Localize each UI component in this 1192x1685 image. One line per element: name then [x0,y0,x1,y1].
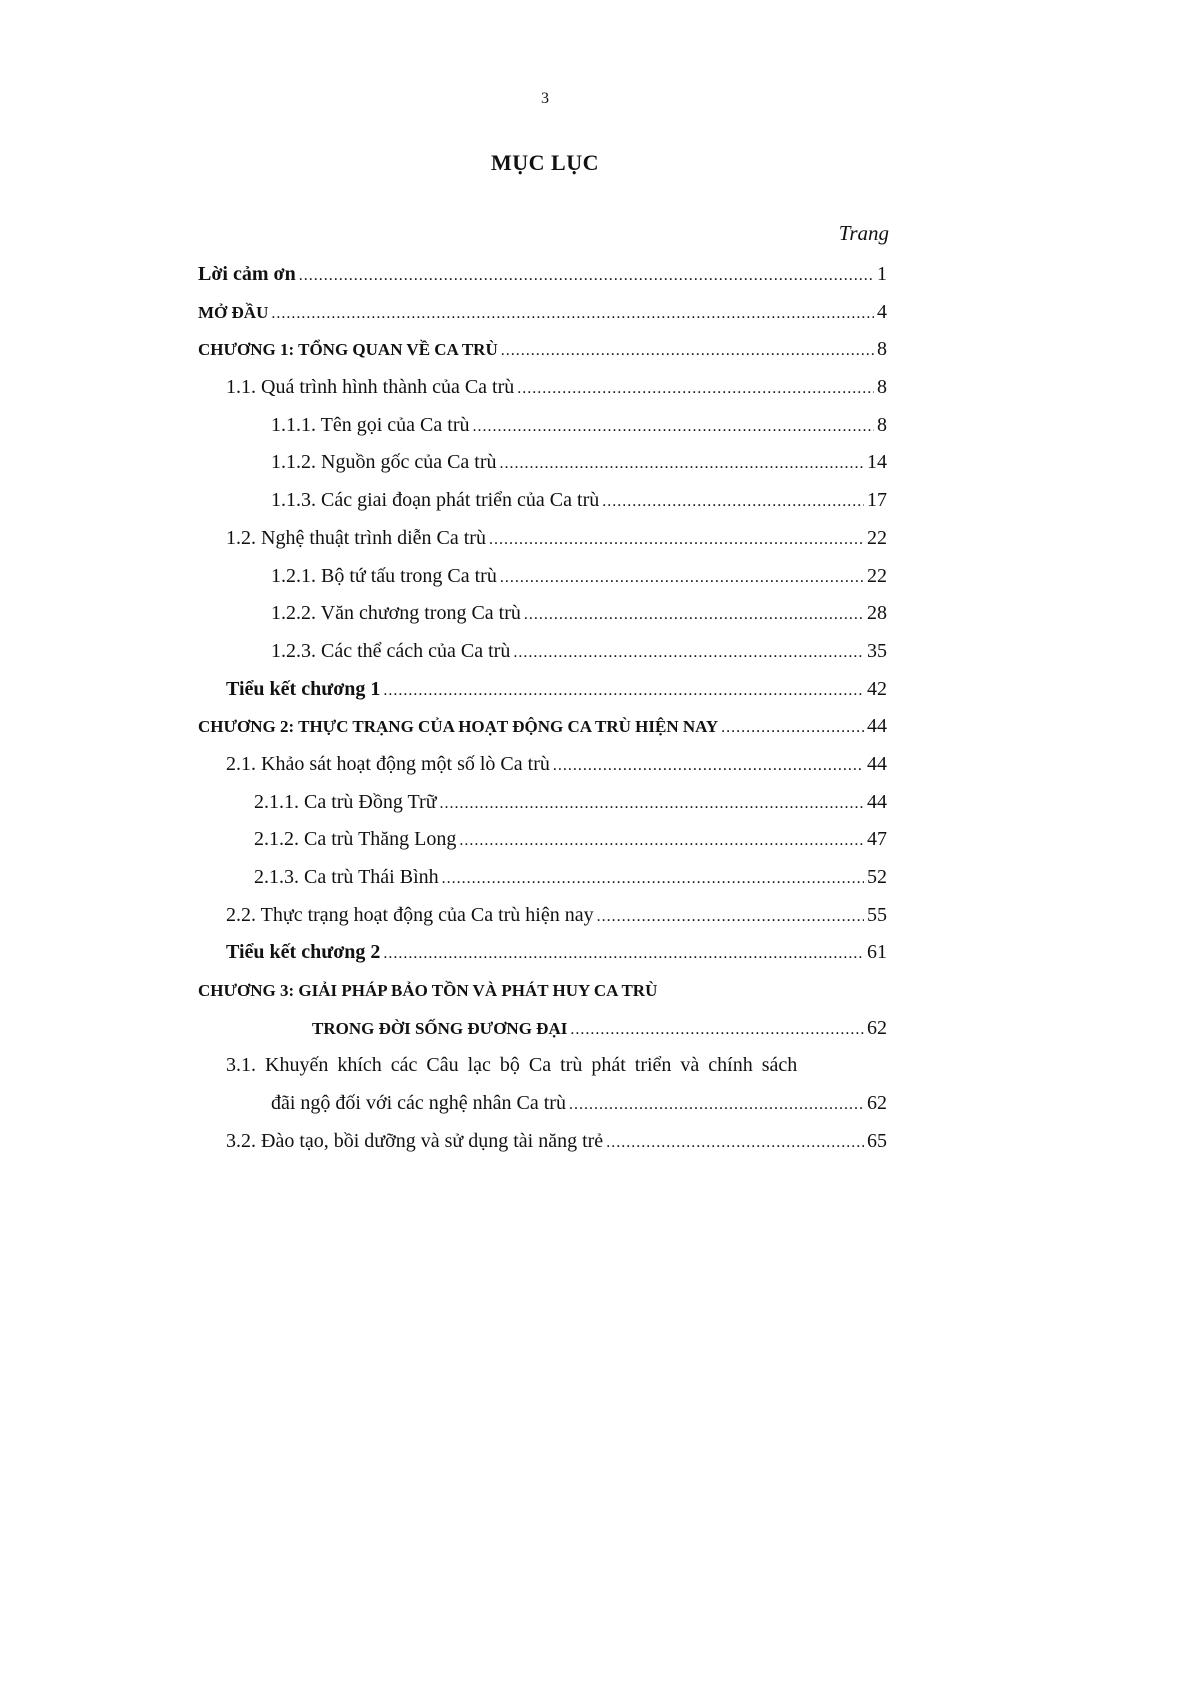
toc-page-number: 1 [877,263,887,285]
dot-leader [597,898,864,936]
page-column-label: Trang [838,221,889,245]
toc-entry-section-1-2-3[interactable]: 1.2.3. Các thể cách của Ca trù ..... 35 [198,633,887,671]
dot-leader [299,257,874,295]
toc-page-number: 61 [867,941,887,964]
dot-leader [383,672,864,710]
dot-leader [442,860,864,898]
toc-entry-chapter-2-summary[interactable]: Tiểu kết chương 2 ..... 61 [198,934,887,972]
dot-leader [513,634,864,672]
toc-entry-section-1-1[interactable]: 1.1. Quá trình hình thành của Ca trù ..... 8 [198,369,887,407]
toc-page-number: 8 [877,338,887,361]
dot-leader [721,709,864,747]
toc-entry-section-3-2[interactable]: 3.2. Đào tạo, bồi dưỡng và sử dụng tài năng trẻ ..... 65 [198,1123,887,1161]
toc-page-number: 35 [867,639,887,662]
toc-page-number: 8 [877,376,887,399]
toc-entry-chapter-2[interactable]: CHƯƠNG 2: THỰC TRẠNG CỦA HOẠT ĐỘNG CA TRÙ HIỆN NAY ..... 44 [198,708,887,746]
toc-entry-chapter-1[interactable]: CHƯƠNG 1: TỔNG QUAN VỀ CA TRÙ ..... 8 [198,331,887,369]
toc-page-number: 17 [867,489,887,512]
toc-entry-section-2-1-2[interactable]: 2.1.2. Ca trù Thăng Long ..... 47 [198,821,887,859]
dot-leader [271,295,874,333]
dot-leader [500,445,864,483]
toc-entry-section-2-2[interactable]: 2.2. Thực trạng hoạt động của Ca trù hiện nay ..... 55 [198,897,887,935]
dot-leader [524,596,864,634]
toc-page-number: 42 [867,677,887,700]
toc-page-number: 52 [867,866,887,888]
dot-leader [553,747,864,785]
toc-page-number: 8 [877,413,887,436]
dot-leader [489,521,864,559]
toc-page-number: 4 [877,300,887,323]
toc-entry-section-2-1-1[interactable]: 2.1.1. Ca trù Đồng Trữ ..... 44 [198,784,887,822]
page-number: 3 [541,90,549,107]
toc-entry-section-3-1-continued[interactable]: đãi ngộ đối với các nghệ nhân Ca trù ..... 62 [198,1085,887,1123]
dot-leader [606,1124,864,1162]
dot-leader [459,822,864,860]
toc-page-number: 62 [867,1092,887,1115]
dot-leader [383,935,864,973]
toc-entry-chapter-3[interactable]: CHƯƠNG 3: GIẢI PHÁP BẢO TỒN VÀ PHÁT HUY CA TRÙ [198,981,658,1001]
toc-entry-acknowledgements[interactable]: Lời cảm ơn ..... 1 [198,256,887,294]
dot-leader [500,559,864,597]
toc-page-number: 65 [867,1129,887,1152]
table-of-contents [198,256,887,1161]
toc-entry-section-3-1[interactable]: 3.1. Khuyến khích các Câu lạc bộ Ca trù phát triển và chính sách [226,1054,798,1077]
dot-leader [569,1086,864,1124]
dot-leader [517,370,874,408]
toc-entry-section-1-2-1[interactable]: 1.2.1. Bộ tứ tấu trong Ca trù ..... 22 [198,558,887,596]
toc-page-number: 14 [867,451,887,474]
toc-entry-section-1-1-2[interactable]: 1.1.2. Nguồn gốc của Ca trù ..... 14 [198,444,887,482]
dot-leader [602,483,864,521]
toc-entry-introduction[interactable]: MỞ ĐẦU ..... 4 [198,294,887,332]
toc-title: MỤC LỤC [491,150,599,175]
toc-page-number: 22 [867,526,887,549]
toc-entry-section-1-1-1[interactable]: 1.1.1. Tên gọi của Ca trù ..... 8 [198,407,887,445]
toc-entry-section-1-1-3[interactable]: 1.1.3. Các giai đoạn phát triển của Ca trù ..... 17 [198,482,887,520]
toc-entry-section-2-1-3[interactable]: 2.1.3. Ca trù Thái Bình ..... 52 [198,859,887,897]
toc-entry-chapter-3-continued[interactable]: TRONG ĐỜI SỐNG ĐƯƠNG ĐẠI ..... 62 [198,1010,887,1048]
toc-entry-section-1-2-2[interactable]: 1.2.2. Văn chương trong Ca trù ..... 28 [198,595,887,633]
dot-leader [501,332,874,370]
toc-page-number: 44 [867,790,887,813]
dot-leader [570,1011,864,1049]
toc-entry-section-2-1[interactable]: 2.1. Khảo sát hoạt động một số lò Ca trù ..... 44 [198,746,887,784]
toc-page-number: 47 [867,828,887,851]
toc-page-number: 44 [867,715,887,738]
toc-page-number: 62 [867,1016,887,1039]
toc-page-number: 55 [867,903,887,926]
toc-page-number: 44 [867,752,887,775]
toc-page-number: 28 [867,602,887,625]
toc-entry-section-1-2[interactable]: 1.2. Nghệ thuật trình diễn Ca trù ..... 22 [198,520,887,558]
toc-page-number: 22 [867,564,887,587]
toc-entry-chapter-1-summary[interactable]: Tiểu kết chương 1 ..... 42 [198,671,887,709]
dot-leader [472,408,874,446]
dot-leader [440,785,864,823]
